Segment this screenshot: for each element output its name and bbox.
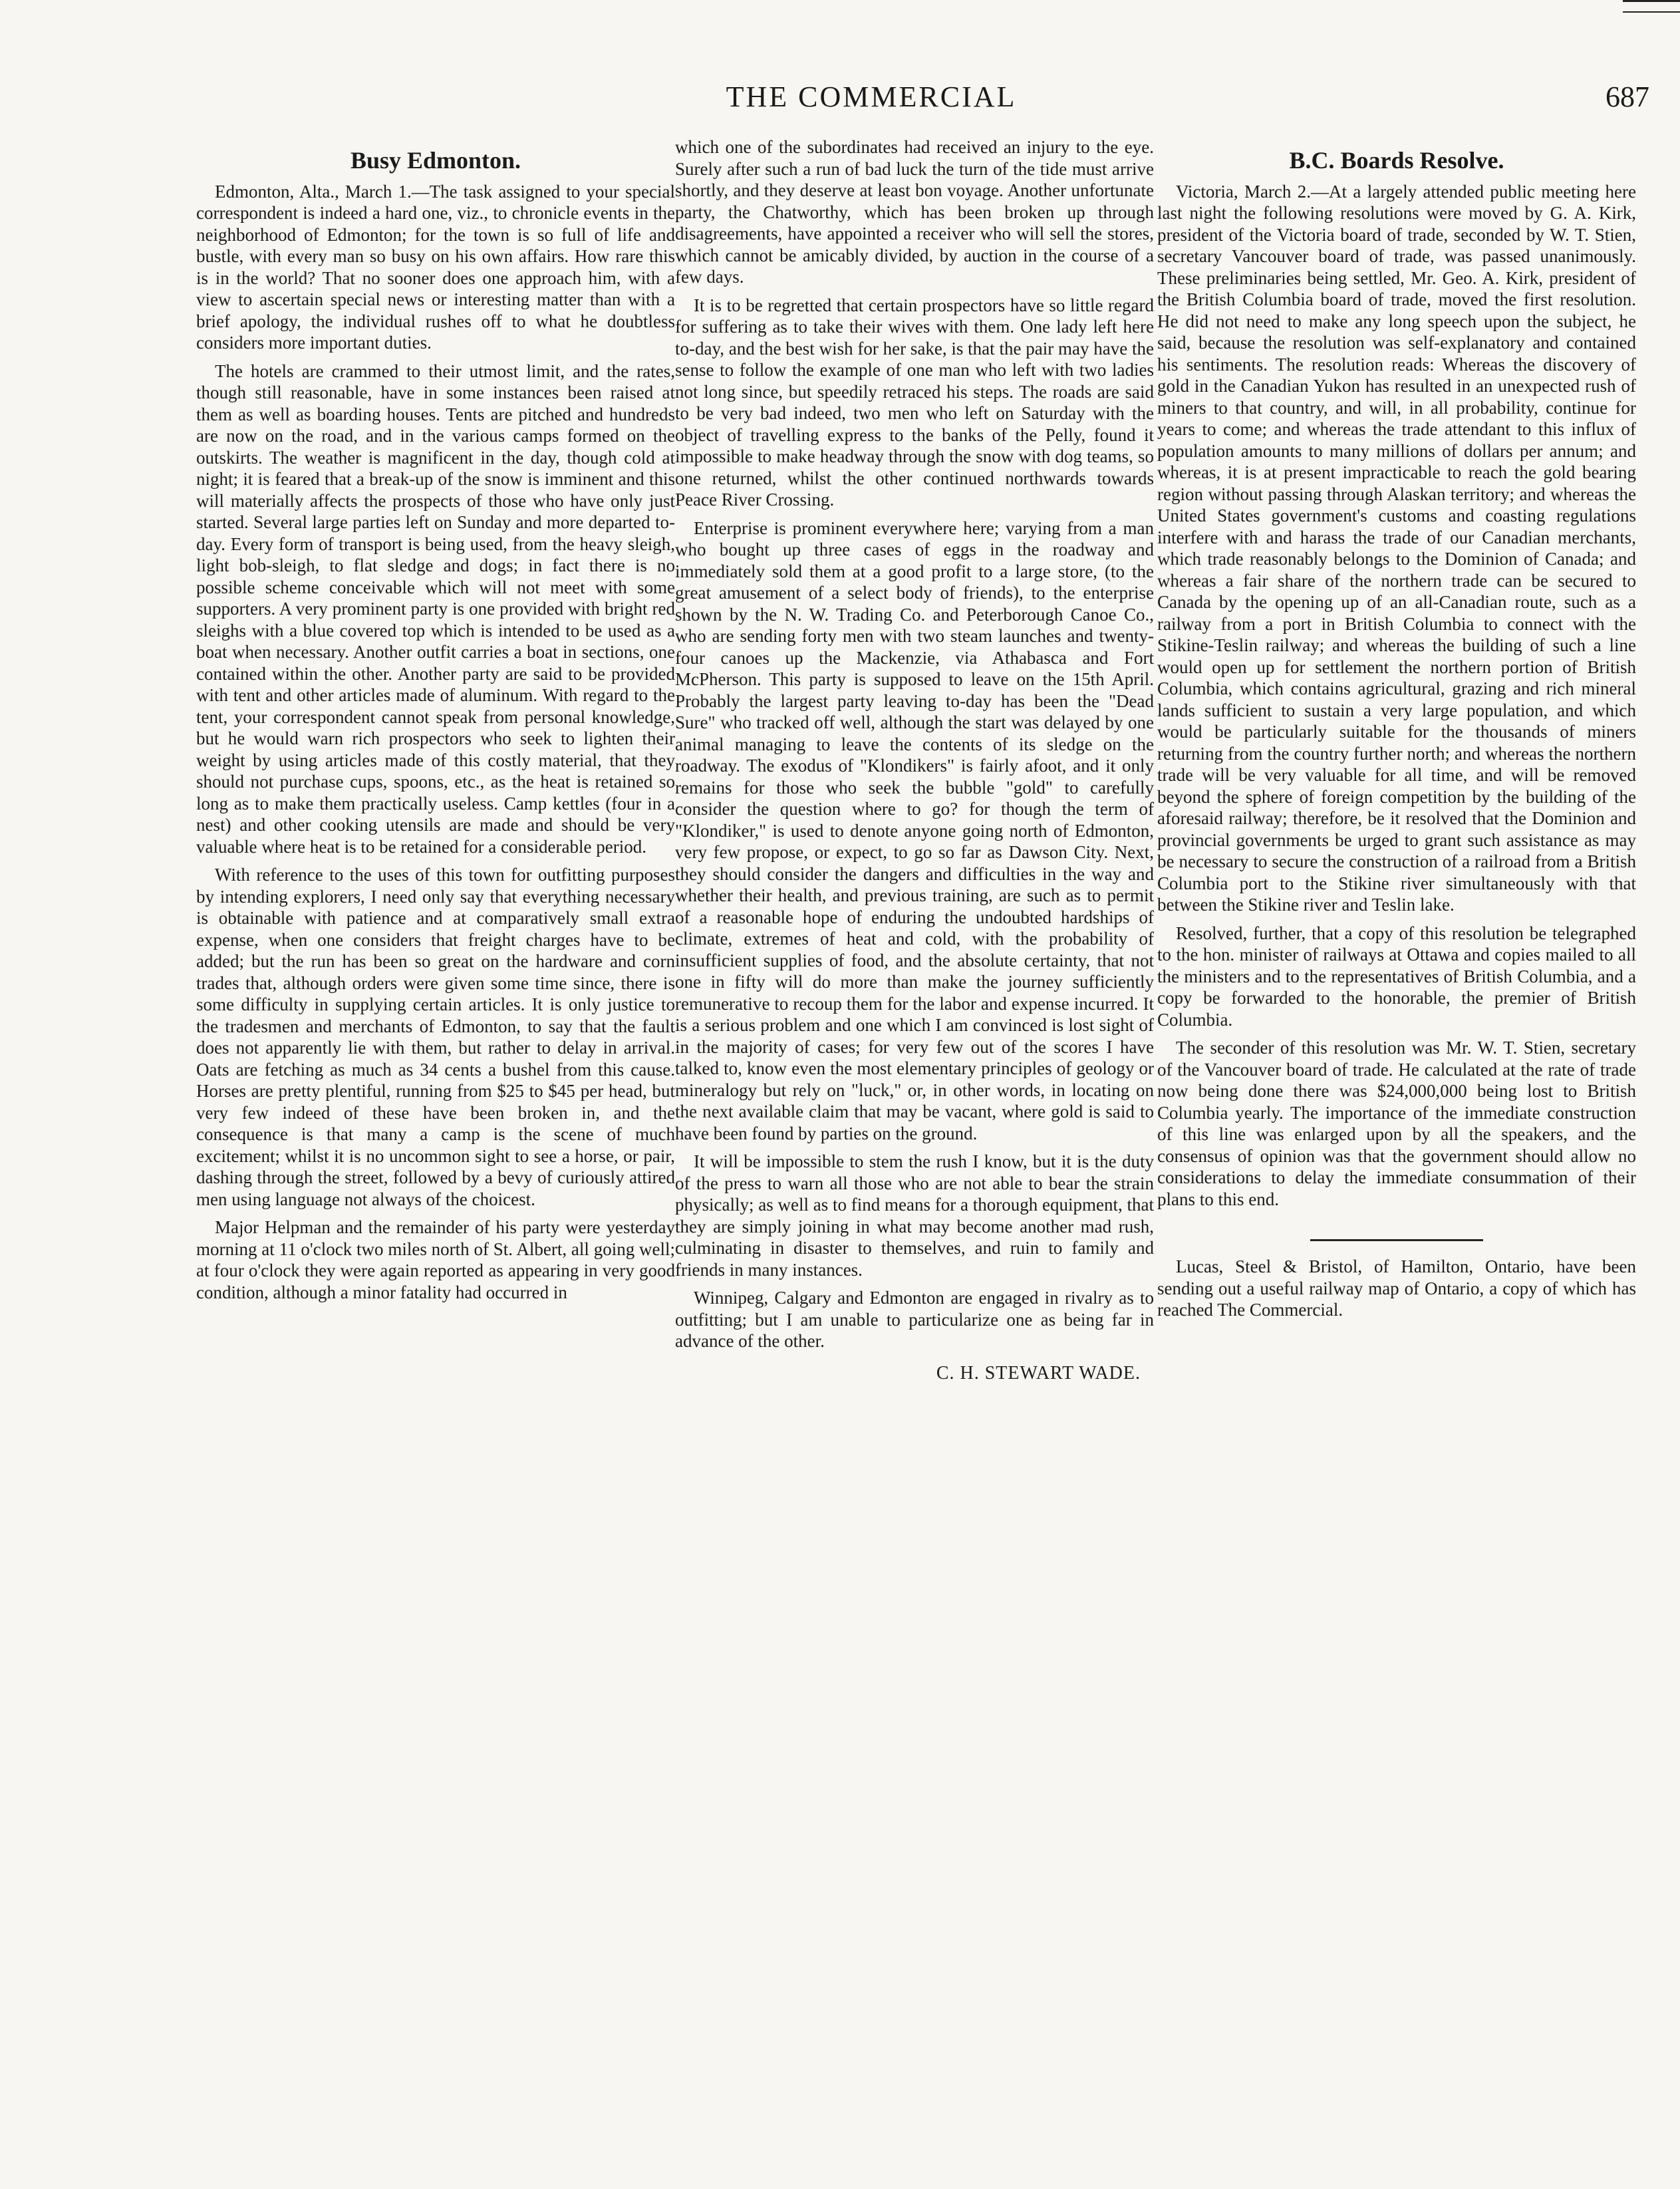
section-divider: [1310, 1239, 1483, 1241]
article-paragraph: Edmonton, Alta., March 1.—The task assigned to your special correspondent is indeed a hard one, viz., to chronicle events in the neighborhood of Edmonton; for the town is so full of life and bustle, with every man so busy on his own affairs. How rare this is in the world? That no sooner does one approach him, with a view to ascertain special news or interesting matter than with a brief apology, the individual rushes off to what he doubtless considers more important duties.: [196, 181, 675, 353]
article-paragraph: Major Helpman and the remainder of his party were yesterday morning at 11 o'clock two miles north of St. Albert, all going well; at four o'clock they were again reported as appearing in very good condition, although a minor fatality had occurred in: [196, 1217, 675, 1302]
author-signature: C. H. STEWART WADE.: [936, 1362, 1141, 1384]
article-paragraph: It will be impossible to stem the rush I know, but it is the duty of the press to warn all those who are not able to bear the strain physically; as well as to find means for a thorough equipment, that they are simply joining in what may become another mad rush, culminating in disaster to themselves, and ruin to family and friends in many instances.: [675, 1151, 1154, 1280]
article-paragraph: Victoria, March 2.—At a largely attended public meeting here last night the following resolutions were moved by G. A. Kirk, president of the Victoria board of trade, seconded by W. T. Stien, secretary Vancouver board of trade, was passed unanimously. These preliminaries being settled, Mr. Geo. A. Kirk, president of the British Columbia board of trade, moved the first resolution. He did not need to make any long speech upon the subject, he said, because the resolution was self-explanatory and contained his sentiments. The resolution reads: Whereas the discovery of gold in the Canadian Yukon has resulted in an unexpected rush of miners to that country, and will, in all probability, continue for years to come; and whereas the trade attendant to this influx of population amounts to many millions of dollars per annum; and whereas, it is at present impracticable to reach the gold bearing region without passing through Alaskan territory; and whereas the United States government's customs and coasting regulations interfere with and harass the trade of our Canadian merchants, which trade reasonably belongs to the Dominion of Canada; and whereas a fair share of the northern trade can be secured to Canada by the opening up of an all-Canadian route, such as a railway from a port in British Columbia to connect with the Stikine-Teslin railway; and whereas the building of such a line would open up for settlement the northern portion of British Columbia, which contains agricultural, grazing and rich mineral lands sufficient to sustain a very large population, and which would be particularly suitable for the thousands of miners returning from the country further north; and whereas the northern trade will be very valuable for all time, and will be removed beyond the sphere of foreign competition by the building of the aforesaid railway; therefore, be it resolved that the Dominion and provincial governments be urged to grant such assistance as may be necessary to secure the construction of a railroad from a British Columbia port to the Stikine river simultaneously with that between the Stikine river and Teslin lake.: [1157, 181, 1636, 915]
article-paragraph: The hotels are crammed to their utmost limit, and the rates, though still reasonable, have in some instances been raised at them as well as boarding houses. Tents are pitched and hundreds are now on the road, and in the various camps formed on the outskirts. The weather is magnificent in the day, though cold at night; it is feared that a break-up of the snow is imminent and this will materially affects the prospects of those who have only just started. Several large parties left on Sunday and more departed to-day. Every form of transport is being used, from the heavy sleigh, light bob-sleigh, to flat sledge and dogs; in fact there is no possible scheme conceivable which will not meet with some supporters. A very prominent party is one provided with bright red sleighs with a blue covered top which is intended to be used as a boat when necessary. Another outfit carries a boat in sections, one contained within the other. Another party are said to be provided with tent and other articles made of aluminum. With regard to the tent, your correspondent cannot speak from personal knowledge, but he would warn rich prospectors who seek to lighten their weight by using articles made of this costly material, that they should not purchase cups, spoons, etc., as the heat is retained so long as to make them practically useless. Camp kettles (four in a nest) and other cooking utensils are made and should be very valuable where heat is to be retained for a considerable period.: [196, 361, 675, 857]
masthead: THE COMMERCIAL: [726, 80, 1017, 113]
article-title-busy-edmonton: Busy Edmonton.: [350, 147, 521, 174]
article-paragraph: Enterprise is prominent everywhere here; varying from a man who bought up three cases of eggs in the roadway and immediately sold them at a good profit to a large store, (to the great amusement of a select body of friends), to the enterprise shown by the N. W. Trading Co. and Peterborough Canoe Co., who are sending forty men with two steam launches and twenty-four canoes up the Mackenzie, via Athabasca and Fort McPherson. This party is supposed to leave on the 15th April. Probably the largest party leaving to-day has been the "Dead Sure" who tracked off well, although the start was delayed by one animal managing to leave the contents of its sledge on the roadway. The exodus of "Klondikers" is fairly afoot, and it only remains for those who seek the bubble "gold" to carefully consider the question where to go? for though the term of "Klondiker," is used to denote anyone going north of Edmonton, very few propose, or expect, to go so far as Dawson City. Next, they should consider the dangers and difficulties in the way and whether their health, and previous training, are such as to permit of a reasonable hope of enduring the undoubted hardships of climate, extremes of heat and cold, with the probability of insufficient supplies of food, and the absolute certainty, that not one in fifty will do more than make the journey sufficiently remunerative to recoup them for the labor and expense incurred. It is a serious problem and one which I am convinced is lost sight of in the majority of cases; for very few out of the scores I have talked to, know even the most elementary principles of geology or mineralogy but rely on "luck," or, in other words, in locating on the next available claim that may be vacant, where gold is said to have been found by parties on the ground.: [675, 517, 1154, 1143]
article-paragraph: Resolved, further, that a copy of this resolution be telegraphed to the hon. minister of railways at Ottawa and copies mailed to all the ministers and to the representatives of British Columbia, and a copy be forwarded to the honorable, the premier of British Columbia.: [1157, 923, 1636, 1030]
article-paragraph: Winnipeg, Calgary and Edmonton are engaged in rivalry as to outfitting; but I am unable to particularize one as being far in advance of the other.: [675, 1288, 1154, 1351]
top-corner-rule: [1623, 0, 1680, 13]
article-paragraph: which one of the subordinates had received an injury to the eye. Surely after such a run of bad luck the turn of the tide must arrive shortly, and they deserve at least bon voyage. Another unfortunate party, the Chatworthy, which has been broken up through disagreements, have appointed a receiver who will sell the stores, which cannot be amicably divided, by auction in the course of a few days.: [675, 137, 1154, 287]
notice-paragraph: Lucas, Steel & Bristol, of Hamilton, Ontario, have been sending out a useful railway map of Ontario, a copy of which has reached The Commercial.: [1157, 1256, 1636, 1320]
column-2: [675, 136, 1154, 1384]
column-3: [1157, 136, 1636, 1328]
article-paragraph: The seconder of this resolution was Mr. W. T. Stien, secretary of the Vancouver board of trade. He calculated at the rate of trade now being done there was $24,000,000 being lost to British Columbia yearly. The importance of the immediate construction of this line was enlarged upon by all the speakers, and the consensus of opinion was that the government should allow no considerations to delay the immediate consummation of their plans to this end.: [1157, 1038, 1636, 1209]
page-number: 687: [1606, 80, 1649, 113]
article-title-bc-boards-resolve: B.C. Boards Resolve.: [1289, 147, 1504, 174]
article-paragraph: With reference to the uses of this town for outfitting purposes by intending explorers, I need only say that everything necessary is obtainable with patience and at comparatively small extra expense, when one considers that freight charges have to be added; but the run has been so great on the hardware and corn trades that, although orders were given some time since, there is some difficulty in supplying certain articles. It is only justice to the tradesmen and merchants of Edmonton, to say that the fault does not apparently lie with them, but rather to delay in arrival. Oats are fetching as much as 34 cents a bushel from this cause. Horses are pretty plentiful, running from $25 to $45 per head, but very few indeed of these have been broken in, and the consequence is that many a camp is the scene of much excitement; whilst it is no uncommon sight to see a horse, or pair, dashing through the street, followed by a bevy of curiously attired men using language not always of the choicest.: [196, 865, 675, 1209]
article-paragraph: It is to be regretted that certain prospectors have so little regard for suffering as to take their wives with them. One lady left here to-day, and the best wish for her sake, is that the pair may have the sense to follow the example of one man who left with two ladies not long since, but speedily retraced his steps. The roads are said to be very bad indeed, two men who left on Saturday with the object of travelling express to the banks of the Pelly, found it impossible to make headway through the snow with dog teams, so one returned, whilst the other continued northwards towards Peace River Crossing.: [675, 295, 1154, 510]
column-1: [196, 136, 675, 1310]
